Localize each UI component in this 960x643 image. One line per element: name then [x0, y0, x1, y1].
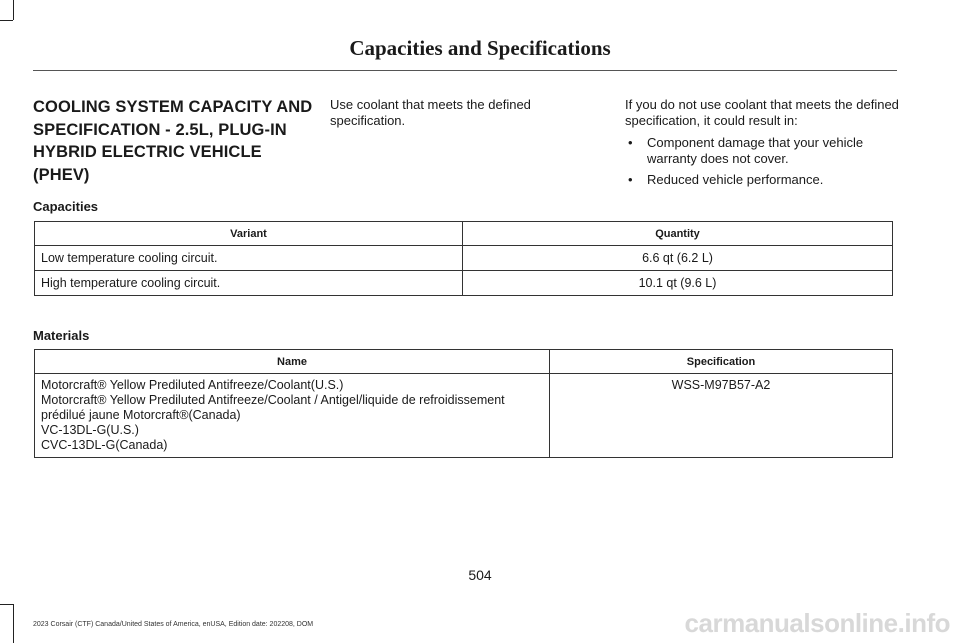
bullet-glyph: •	[628, 172, 633, 187]
table-row	[35, 246, 893, 271]
material-name-line: VC-13DL-G(U.S.)	[41, 423, 139, 437]
capacities-table	[34, 221, 893, 296]
variant-cell: Low temperature cooling circuit.	[35, 246, 463, 271]
quantity-cell: 6.6 qt (6.2 L)	[463, 246, 893, 271]
table-row	[35, 271, 893, 296]
material-name-line: CVC-13DL-G(Canada)	[41, 438, 168, 452]
coolant-instruction: Use coolant that meets the defined specification.	[330, 97, 531, 128]
crop-mark-top-left-v	[13, 0, 14, 20]
page-header-title: Capacities and Specifications	[349, 36, 611, 60]
quantity-cell: 10.1 qt (9.6 L)	[463, 271, 893, 296]
bullet-glyph: •	[628, 135, 633, 150]
section-heading: COOLING SYSTEM CAPACITY AND SPECIFICATION - 2.5L, PLUG-IN HYBRID ELECTRIC VEHICLE (PHEV)	[33, 98, 313, 184]
list-item-text: Reduced vehicle performance.	[647, 172, 824, 187]
column-header-variant: Variant	[35, 222, 463, 246]
crop-mark-bottom-left-v	[13, 604, 14, 643]
materials-label: Materials	[33, 328, 90, 343]
edition-footer: 2023 Corsair (CTF) Canada/United States of America, enUSA, Edition date: 202208, DOM	[33, 621, 314, 628]
crop-mark-top-left-h	[0, 20, 13, 21]
table-header-row	[35, 222, 893, 246]
warning-column	[625, 97, 900, 193]
materials-table	[34, 349, 893, 458]
column-header-name: Name	[35, 350, 550, 374]
material-name-line: Motorcraft® Yellow Prediluted Antifreeze/Coolant(U.S.)	[41, 378, 344, 392]
column-header-specification: Specification	[550, 350, 893, 374]
header-rule	[33, 70, 897, 71]
material-name-cell	[35, 374, 550, 458]
list-item	[625, 172, 900, 188]
capacities-label: Capacities	[33, 199, 99, 214]
column-header-quantity: Quantity	[463, 222, 893, 246]
variant-cell: High temperature cooling circuit.	[35, 271, 463, 296]
table-row	[35, 374, 893, 458]
watermark: carmanualsonline.info	[684, 608, 950, 638]
list-item	[625, 135, 900, 167]
material-name-line: Motorcraft® Yellow Prediluted Antifreeze/Coolant / Antigel/liquide de refroidissement prédilué jaune Motorcraft®(Canada)	[41, 393, 505, 422]
table-header-row	[35, 350, 893, 374]
list-item-text: Component damage that your vehicle warranty does not cover.	[647, 135, 864, 166]
crop-mark-bottom-left-h	[0, 604, 13, 605]
specification-cell: WSS-M97B57-A2	[550, 374, 893, 458]
warning-list	[625, 135, 900, 188]
warning-intro: If you do not use coolant that meets the defined specification, it could result in:	[625, 97, 899, 128]
page-number: 504	[468, 567, 492, 583]
